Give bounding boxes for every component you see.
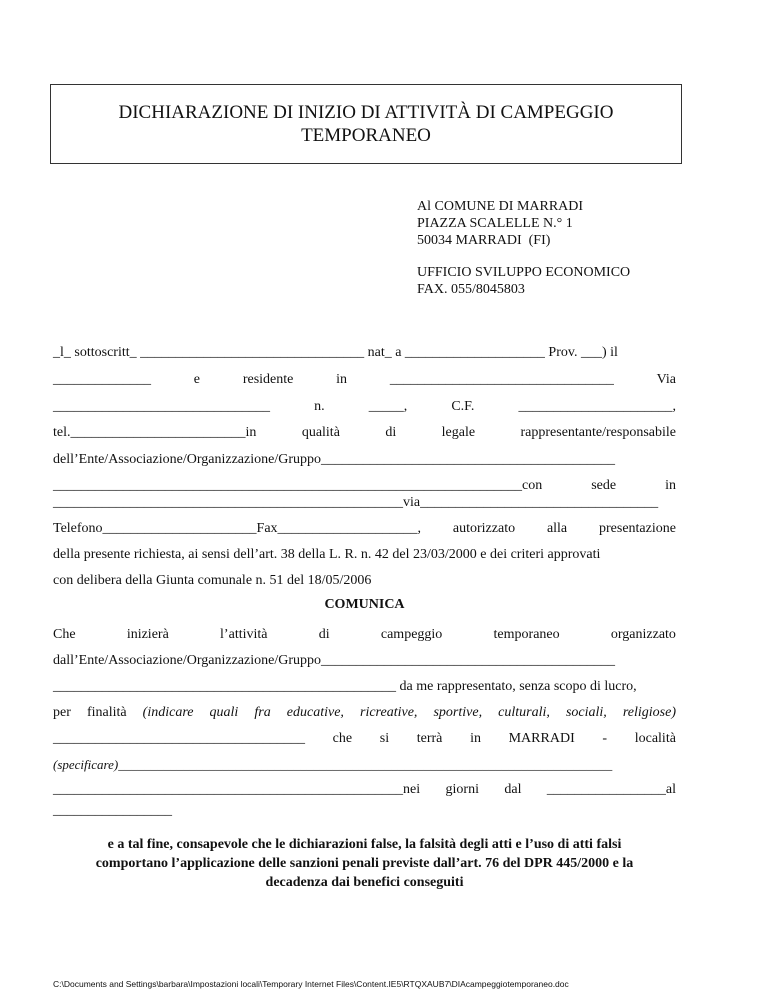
form-line-street bbox=[53, 494, 676, 511]
recipient-line: 50034 MARRADI (FI) bbox=[417, 233, 551, 248]
form-text: __________________________________________________via__________________________________ bbox=[53, 495, 659, 510]
form-word: educative, bbox=[286, 705, 344, 720]
form-word: finalità bbox=[86, 705, 127, 720]
form-word: C.F. bbox=[451, 399, 475, 414]
form-word: Via bbox=[656, 372, 676, 387]
title-box bbox=[50, 84, 682, 164]
form-word: temporaneo bbox=[493, 627, 560, 642]
form-word: qualità bbox=[301, 425, 340, 440]
form-word: in bbox=[665, 478, 676, 493]
form-word: residente bbox=[242, 372, 294, 387]
form-text: _________________________________________________ da me rappresentato, senza scopo di lucro, bbox=[53, 679, 637, 694]
blank-field: _____, bbox=[368, 399, 408, 414]
recipient-address bbox=[417, 198, 583, 249]
form-text: dell’Ente/Associazione/Organizzazione/Gruppo__________________________________________ bbox=[53, 452, 615, 467]
form-word: in bbox=[336, 372, 348, 387]
form-word: autorizzato bbox=[452, 521, 516, 536]
recipient-line: Al COMUNE DI MARRADI bbox=[417, 199, 584, 214]
form-line-seat bbox=[53, 477, 676, 494]
blank-field: _________________al bbox=[546, 782, 676, 797]
form-text: dall’Ente/Associazione/Organizzazione/Gruppo__________________________________________ bbox=[53, 653, 615, 668]
form-word: di bbox=[318, 627, 330, 642]
office-fax: FAX. 055/8045803 bbox=[417, 282, 525, 297]
form-line-resolution bbox=[53, 572, 676, 589]
form-word: n. bbox=[314, 399, 325, 414]
form-text: della presente richiesta, ai sensi dell’art. 38 della L. R. n. 42 del 23/03/2000 e dei criteri approvati bbox=[53, 547, 601, 562]
form-line-represented bbox=[53, 678, 676, 695]
form-line-contacts bbox=[53, 520, 676, 537]
form-word: di bbox=[385, 425, 397, 440]
form-word: inizierà bbox=[126, 627, 169, 642]
form-word: legale bbox=[441, 425, 476, 440]
form-word: sede bbox=[591, 478, 617, 493]
form-word: __________________________________________________nei bbox=[53, 782, 421, 797]
form-word: (indicare bbox=[142, 705, 194, 720]
form-line-address bbox=[53, 398, 676, 415]
form-word: campeggio bbox=[380, 627, 443, 642]
form-line-request bbox=[53, 546, 676, 563]
form-word: si bbox=[379, 731, 390, 746]
form-word: località bbox=[634, 731, 676, 746]
form-word: Che bbox=[53, 627, 76, 642]
form-word: l’attività bbox=[220, 627, 268, 642]
section-heading-comunica: COMUNICA bbox=[324, 597, 405, 612]
form-line-residence bbox=[53, 371, 676, 388]
form-word: rappresentante/responsabile bbox=[520, 425, 676, 440]
recipient-office bbox=[417, 264, 630, 298]
blank-field: ______________________, bbox=[518, 399, 676, 414]
form-word: Telefono______________________Fax____________________, bbox=[53, 521, 422, 536]
form-word: giorni bbox=[445, 782, 479, 797]
declaration-line: e a tal fine, consapevole che le dichiarazioni false, la falsità degli atti e l’uso di atti falsi bbox=[107, 837, 622, 852]
declaration-paragraph bbox=[53, 835, 676, 892]
blank-field: ___________________________________________________________________con bbox=[53, 478, 543, 493]
document-title-line2: TEMPORANEO bbox=[301, 125, 431, 146]
form-word: fra bbox=[254, 705, 271, 720]
form-word: alla bbox=[546, 521, 568, 536]
form-line-specify bbox=[53, 756, 676, 773]
blank-field: ________________________________ bbox=[389, 372, 614, 387]
form-line-activity bbox=[53, 626, 676, 643]
form-word: presentazione bbox=[599, 521, 676, 536]
form-word: sociali, bbox=[565, 705, 607, 720]
declaration-line: decadenza dai benefici conseguiti bbox=[265, 875, 464, 890]
footer-file-path: C:\Documents and Settings\barbara\Impostazioni locali\Temporary Internet Files\Content.IE5\RTQXAUB7\DIAcampeggiotemporaneo.doc bbox=[53, 979, 569, 989]
recipient-line: PIAZZA SCALELLE N.° 1 bbox=[417, 216, 573, 231]
blank-field: ____________________________________________________________________________ bbox=[118, 757, 613, 772]
form-line-location bbox=[53, 730, 676, 747]
form-word: ricreative, bbox=[360, 705, 418, 720]
blank-field: _______________________________ bbox=[53, 399, 270, 414]
form-line-identity bbox=[53, 344, 676, 361]
form-word: terrà bbox=[416, 731, 443, 746]
form-word: (specificare) bbox=[53, 757, 119, 772]
form-text: con delibera della Giunta comunale n. 51 del 18/05/2006 bbox=[53, 573, 372, 588]
blank-field: ____________________________________ bbox=[53, 731, 305, 746]
form-word: in bbox=[470, 731, 481, 746]
form-word: dal bbox=[504, 782, 522, 797]
form-word: che bbox=[332, 731, 353, 746]
blank-field: ______________ bbox=[53, 372, 151, 387]
form-text: _l_ sottoscritt_ ________________________________ nat_ a ____________________ Prov. ___) il bbox=[53, 345, 618, 360]
form-line-dates bbox=[53, 781, 676, 798]
form-line-entity bbox=[53, 451, 676, 468]
form-word: religiose) bbox=[622, 705, 676, 720]
form-line-purpose bbox=[53, 704, 676, 721]
form-word: per bbox=[53, 705, 71, 720]
form-word: culturali, bbox=[498, 705, 550, 720]
document-title-line1: DICHIARAZIONE DI INIZIO DI ATTIVITÀ DI CAMPEGGIO bbox=[118, 102, 614, 123]
form-word: e bbox=[193, 372, 201, 387]
office-name: UFFICIO SVILUPPO ECONOMICO bbox=[417, 265, 631, 280]
form-word: - bbox=[602, 731, 608, 746]
blank-field: _________________ bbox=[53, 803, 172, 818]
form-word: sportive, bbox=[433, 705, 483, 720]
form-word: quali bbox=[209, 705, 239, 720]
form-line-date-end bbox=[53, 802, 676, 819]
form-line-organizer bbox=[53, 652, 676, 669]
form-word: tel._________________________in bbox=[53, 425, 257, 440]
form-word: MARRADI bbox=[508, 731, 575, 746]
declaration-line: comportano l’applicazione delle sanzioni penali previste dall’art. 76 del DPR 445/2000 e la bbox=[95, 856, 634, 871]
form-line-phone-role bbox=[53, 424, 676, 441]
form-word: organizzato bbox=[610, 627, 676, 642]
